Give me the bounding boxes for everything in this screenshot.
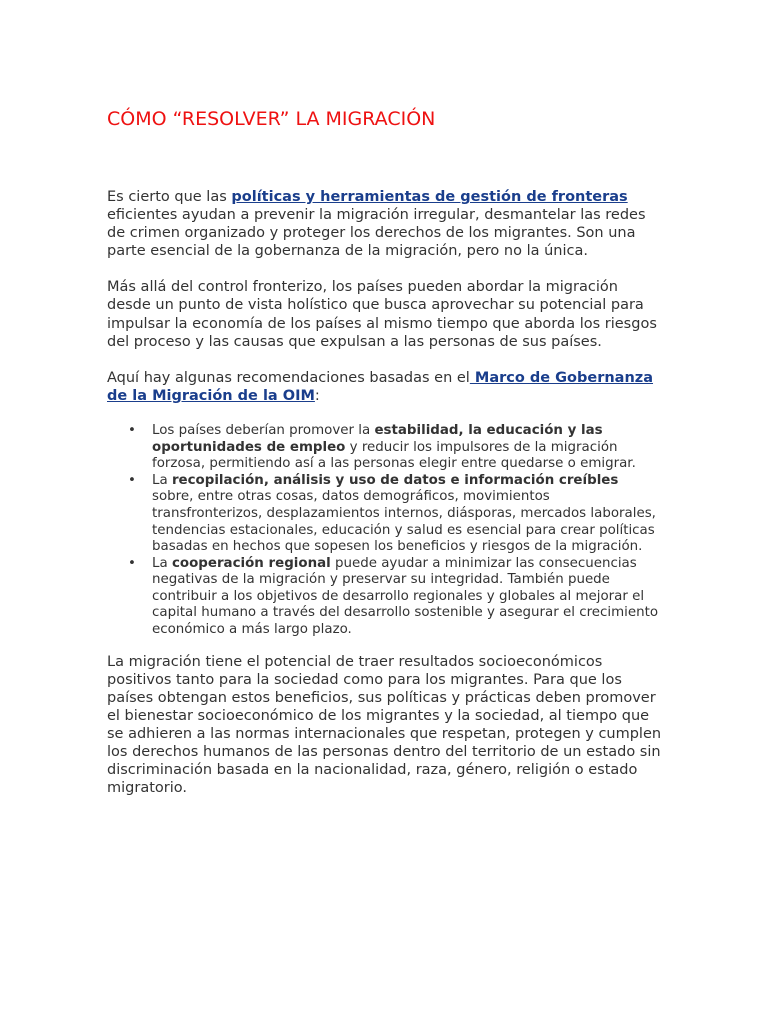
recommendations-intro [107,369,663,405]
recommendations-intro-text: Aquí hay algunas recomendaciones basadas en el [107,369,470,386]
list-item-text-pre: La [152,472,172,488]
list-item-bold: recopilación, análisis y uso de datos e información creíbles [171,472,619,488]
list-item-bold: estabilidad, la educación y las oportunidades de empleo [152,422,603,455]
list-item-text-post: sobre, entre otras cosas, datos demográficos, movimientos transfronterizos, desplazamientos internos, diásporas, mercados laborales, tendencias estacionales, educación y salud es esencial para crear políticas basadas en hechos que sopesen los beneficios y riesgos de la migración. [152,489,656,555]
list-item-bold: cooperación regional [171,555,331,571]
border-management-link[interactable]: políticas y herramientas de gestión de fronteras [231,189,628,205]
bullet-icon: • [128,555,136,571]
list-item-text-pre: La [152,555,172,571]
migration-governance-framework-link[interactable]: Marco de Gobernanza de la Migración de la OIM [107,369,654,404]
list-item [128,555,663,639]
conclusion-paragraph: La migración tiene el potencial de traer resultados socioeconómicos positivos tanto para la sociedad como para los migrantes. Para que los países obtengan estos beneficios, sus políticas y prácticas deben promover el bienestar socioeconómico de los migrantes y la sociedad, al tiempo que se adhieren a las normas internacionales que respetan, protegen y cumplen los derechos humanos de las personas dentro del territorio de un estado sin discriminación basada en la nacionalidad, raza, género, religión o estado migratorio. [107,653,662,797]
holistic-paragraph: Más allá del control fronterizo, los países pueden abordar la migración desde un punto de vista holístico que busca aprovechar su potencial para impulsar la economía de los países al mismo tiempo que aborda los riesgos del proceso y las causas que expulsan a las personas de sus países. [107,279,657,350]
list-item [128,472,663,556]
recommendations-list [107,423,663,639]
list-item-text-post: y reducir los impulsores de la migración forzosa, permitiendo así a las personas elegir entre quedarse o emigrar. [152,439,636,472]
intro-text-before-link: Es cierto que las [107,189,232,205]
list-item [128,422,663,473]
article-body [107,188,663,815]
bullet-icon: • [128,472,136,488]
recommendations-intro-colon: : [314,387,320,404]
list-item-text-pre: Los países deberían promover la [152,422,375,438]
bullet-icon: • [128,422,136,438]
intro-text-after-link: eficientes ayudan a prevenir la migración irregular, desmantelar las redes de crimen organizado y proteger los derechos de los migrantes. Son una parte esencial de la gobernanza de la migración, pero no la única. [107,207,646,260]
page-title: CÓMO “RESOLVER” LA MIGRACIÓN [107,108,436,130]
list-item-text-post: puede ayudar a minimizar las consecuencias negativas de la migración y preservar su integridad. También puede contribuir a los objetivos de desarrollo regionales y globales al mejorar el capital humano a través del desarrollo sostenible y asegurar el crecimiento económico a más largo plazo. [152,555,659,638]
intro-paragraph [107,188,663,260]
